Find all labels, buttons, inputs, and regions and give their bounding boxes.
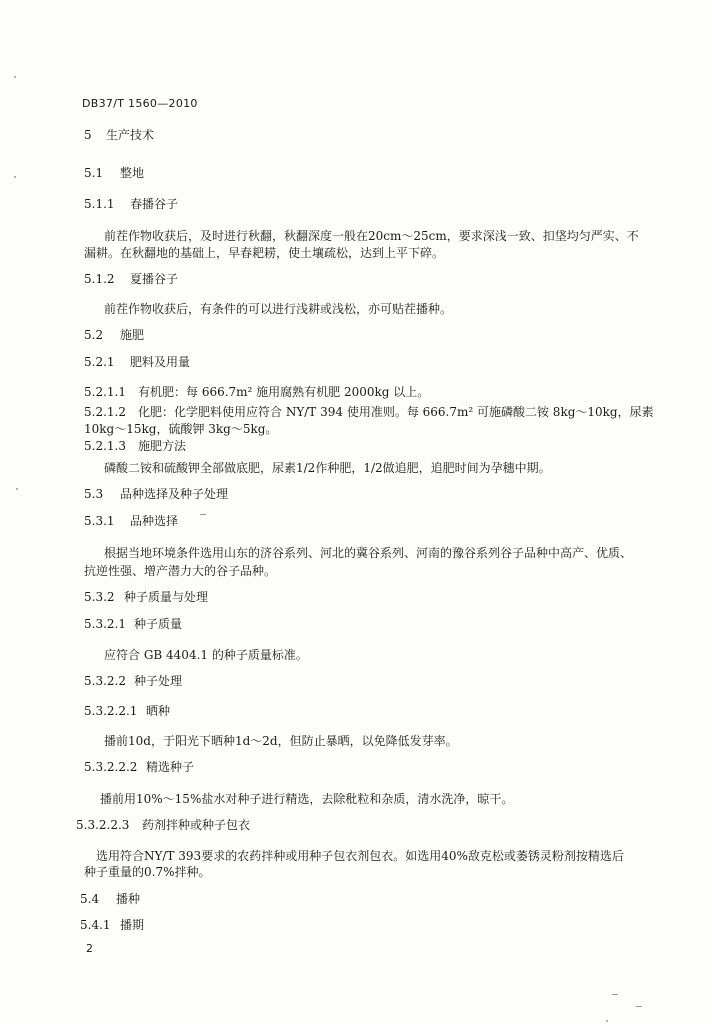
scan-speck [16, 488, 18, 490]
section-number: 5.4.1 [80, 918, 111, 932]
scan-speck [14, 176, 16, 178]
section-number: 5 [84, 128, 92, 142]
section-heading [84, 328, 144, 342]
paragraph-line: 磷酸二铵和硫酸钾全部做底肥，尿素1/2作种肥，1/2做追肥，追肥时间为孕穗中期。 [104, 461, 551, 475]
paragraph-line: 根据当地环境条件选用山东的济谷系列、河北的冀谷系列、河南的豫谷系列谷子品种中高产、优质、 [104, 546, 633, 560]
document-code: DB37/T 1560—2010 [82, 97, 198, 110]
section-heading [84, 166, 144, 180]
clause-line [84, 405, 654, 419]
section-title: 生产技术 [106, 128, 155, 142]
section-title: 种子质量与处理 [124, 590, 209, 604]
section-title: 播种 [116, 892, 141, 906]
paragraph-line: 播前用10%～15%盐水对种子进行精选，去除秕粒和杂质，清水洗净，晾干。 [100, 792, 514, 806]
clause-number: 5.2.1.1 [84, 385, 126, 399]
scan-speck [606, 1020, 608, 1022]
section-title: 整地 [120, 166, 145, 180]
section-number: 5.3.2.1 [84, 617, 126, 631]
paragraph-line: 播前10d，于阳光下晒种1d～2d，但防止暴晒，以免降低发芽率。 [104, 734, 458, 748]
section-number: 5.3.2.2.1 [84, 704, 138, 718]
section-heading [80, 892, 140, 906]
paragraph-line: 前茬作物收获后，及时进行秋翻，秋翻深度一般在20cm～25cm，要求深浅一致、扣垡均匀严实、不 [104, 229, 639, 243]
section-title: 晒种 [146, 704, 171, 718]
section-number: 5.2.1.3 [84, 439, 126, 453]
scan-speck [14, 76, 16, 78]
section-heading [84, 439, 186, 453]
section-title: 施肥 [120, 328, 145, 342]
section-heading [84, 197, 178, 211]
section-title: 种子质量 [134, 617, 183, 631]
section-number: 5.1.2 [84, 272, 115, 286]
section-title: 施肥方法 [138, 439, 187, 453]
section-title: 夏播谷子 [130, 272, 179, 286]
section-title: 精选种子 [146, 760, 195, 774]
section-number: 5.3.1 [84, 514, 115, 528]
scan-speck [612, 994, 618, 995]
section-number: 5.3.2.2 [84, 674, 126, 688]
section-number: 5.4 [80, 892, 100, 906]
section-title: 春播谷子 [130, 197, 179, 211]
scan-speck [200, 514, 206, 515]
section-number: 5.1.1 [84, 197, 115, 211]
clause-line [84, 385, 429, 399]
section-heading [84, 704, 170, 718]
section-heading [84, 617, 182, 631]
section-heading [84, 674, 182, 688]
section-heading [84, 128, 154, 142]
scan-speck [636, 1006, 642, 1007]
section-number: 5.2 [84, 328, 104, 342]
section-number: 5.3.2.2.3 [76, 818, 130, 832]
section-heading [76, 818, 250, 832]
section-heading [80, 918, 144, 932]
paragraph-line: 前茬作物收获后，有条件的可以进行浅耕或浅松，亦可贴茬播种。 [104, 302, 453, 316]
section-heading [84, 514, 178, 528]
clause-number: 5.2.1.2 [84, 405, 126, 419]
section-title: 品种选择及种子处理 [120, 487, 229, 501]
paragraph-line: 抗逆性强、增产潜力大的谷子品种。 [84, 564, 277, 578]
section-title: 药剂拌种或种子包衣 [142, 818, 251, 832]
page-number: 2 [86, 942, 93, 955]
paragraph-line: 漏耕。在秋翻地的基础上，早春耙耢，使土壤疏松，达到上平下碎。 [84, 246, 445, 260]
paragraph-line: 种子重量的0.7%拌种。 [84, 865, 211, 879]
section-heading [84, 272, 178, 286]
section-title: 种子处理 [134, 674, 183, 688]
section-number: 5.1 [84, 166, 104, 180]
section-number: 5.2.1 [84, 355, 115, 369]
paragraph-line: 选用符合NY/T 393要求的农药拌种或用种子包衣剂包衣。如选用40%敌克松或萎锈灵粉剂按精选后 [96, 849, 624, 863]
section-title: 肥料及用量 [130, 355, 191, 369]
section-number: 5.3 [84, 487, 104, 501]
section-heading [84, 590, 208, 604]
section-number: 5.3.2 [84, 590, 115, 604]
clause-text: 化肥：化学肥料使用应符合 NY/T 394 使用准则。每 666.7m² 可施磷酸二铵 8kg～10kg，尿素 [138, 405, 654, 419]
paragraph-line: 应符合 GB 4404.1 的种子质量标准。 [104, 648, 308, 662]
section-title: 品种选择 [130, 514, 179, 528]
section-heading [84, 355, 190, 369]
section-number: 5.3.2.2.2 [84, 760, 138, 774]
section-heading [84, 487, 228, 501]
section-heading [84, 760, 194, 774]
clause-text: 有机肥：每 666.7m² 施用腐熟有机肥 2000kg 以上。 [138, 385, 430, 399]
section-title: 播期 [120, 918, 145, 932]
paragraph-line: 10kg～15kg，硫酸钾 3kg～5kg。 [84, 422, 278, 436]
